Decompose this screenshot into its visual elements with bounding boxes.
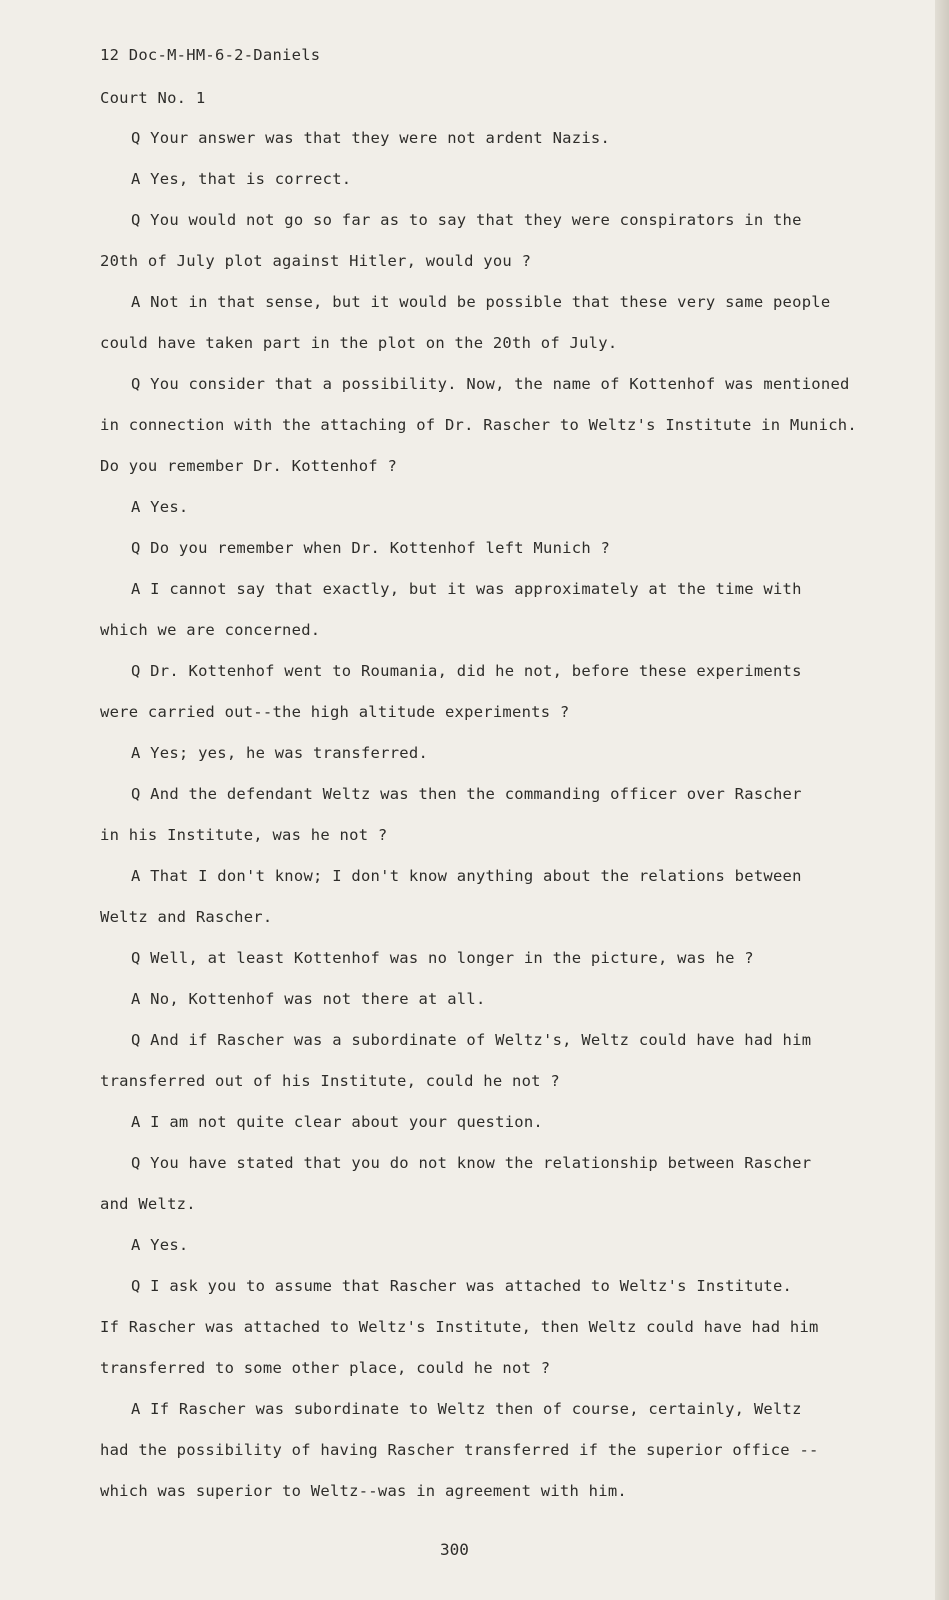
transcript-line: A I cannot say that exactly, but it was approximately at the time with bbox=[131, 580, 802, 598]
transcript-line: and Weltz. bbox=[100, 1195, 196, 1213]
transcript-line: which was superior to Weltz--was in agreement with him. bbox=[100, 1482, 627, 1500]
page-number: 300 bbox=[440, 1540, 469, 1559]
transcript-line: A No, Kottenhof was not there at all. bbox=[131, 990, 486, 1008]
court-number: Court No. 1 bbox=[100, 89, 206, 107]
transcript-line: A I am not quite clear about your question. bbox=[131, 1113, 544, 1131]
doc-reference: 12 Doc-M-HM-6-2-Daniels bbox=[100, 46, 321, 64]
transcript-line: in his Institute, was he not ? bbox=[100, 826, 388, 844]
transcript-line: Q And if Rascher was a subordinate of Weltz's, Weltz could have had him bbox=[131, 1031, 812, 1049]
transcript-line: 20th of July plot against Hitler, would you ? bbox=[100, 252, 532, 270]
transcript-line: could have taken part in the plot on the 20th of July. bbox=[100, 334, 618, 352]
transcript-line: A Yes, that is correct. bbox=[131, 170, 352, 188]
transcript-line: Q And the defendant Weltz was then the commanding officer over Rascher bbox=[131, 785, 802, 803]
transcript-line: which we are concerned. bbox=[100, 621, 321, 639]
transcript-line: Q You consider that a possibility. Now, the name of Kottenhof was mentioned bbox=[131, 375, 850, 393]
page-edge bbox=[935, 0, 949, 1600]
transcript-line: in connection with the attaching of Dr. Rascher to Weltz's Institute in Munich. bbox=[100, 416, 857, 434]
transcript-line: Q I ask you to assume that Rascher was attached to Weltz's Institute. bbox=[131, 1277, 793, 1295]
transcript-line: Q Well, at least Kottenhof was no longer in the picture, was he ? bbox=[131, 949, 754, 967]
transcript-line: Q Do you remember when Dr. Kottenhof left Munich ? bbox=[131, 539, 611, 557]
transcript-line: had the possibility of having Rascher transferred if the superior office -- bbox=[100, 1441, 819, 1459]
transcript-line: Q You have stated that you do not know the relationship between Rascher bbox=[131, 1154, 812, 1172]
transcript-line: A Yes; yes, he was transferred. bbox=[131, 744, 429, 762]
transcript-line: A Not in that sense, but it would be possible that these very same people bbox=[131, 293, 831, 311]
transcript-line: Q You would not go so far as to say that they were conspirators in the bbox=[131, 211, 802, 229]
transcript-line: Weltz and Rascher. bbox=[100, 908, 273, 926]
transcript-line: A That I don't know; I don't know anything about the relations between bbox=[131, 867, 802, 885]
transcript-line: A If Rascher was subordinate to Weltz then of course, certainly, Weltz bbox=[131, 1400, 802, 1418]
transcript-line: transferred out of his Institute, could he not ? bbox=[100, 1072, 560, 1090]
transcript-line: Q Your answer was that they were not ardent Nazis. bbox=[131, 129, 611, 147]
transcript-line: A Yes. bbox=[131, 1236, 189, 1254]
transcript-line: Q Dr. Kottenhof went to Roumania, did he not, before these experiments bbox=[131, 662, 802, 680]
transcript-line: transferred to some other place, could he not ? bbox=[100, 1359, 551, 1377]
transcript-line: Do you remember Dr. Kottenhof ? bbox=[100, 457, 398, 475]
transcript-line: A Yes. bbox=[131, 498, 189, 516]
transcript-line: If Rascher was attached to Weltz's Institute, then Weltz could have had him bbox=[100, 1318, 819, 1336]
transcript-line: were carried out--the high altitude experiments ? bbox=[100, 703, 570, 721]
